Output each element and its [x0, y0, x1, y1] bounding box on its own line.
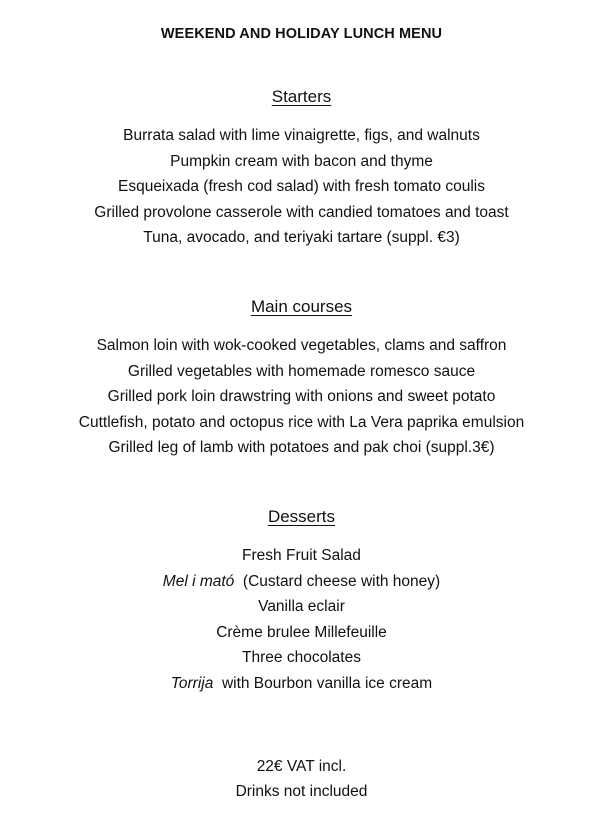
dessert-italic-name: Mel i mató: [162, 572, 235, 590]
dessert-item: [0, 645, 603, 671]
desserts-heading: Desserts: [267, 507, 336, 526]
drinks-note: Drinks not included: [235, 783, 368, 800]
main-course-item: Grilled pork loin drawstring with onions and sweet potato: [107, 388, 496, 406]
main-courses-list: [0, 333, 603, 461]
dessert-item: [0, 569, 603, 595]
main-course-item: Cuttlefish, potato and octopus rice with La Vera paprika emulsion: [78, 413, 525, 431]
dessert-text: Three chocolates: [242, 649, 361, 667]
starters-list: [0, 123, 603, 251]
dessert-italic-name: Torrija: [170, 674, 214, 692]
dessert-text: with Bourbon vanilla ice cream: [213, 674, 433, 692]
menu-title: WEEKEND AND HOLIDAY LUNCH MENU: [160, 26, 443, 42]
main-courses-heading: Main courses: [250, 297, 353, 316]
dessert-item: [0, 620, 603, 646]
starters-heading: Starters: [271, 87, 332, 106]
dessert-item: [0, 543, 603, 569]
starter-item: Grilled provolone casserole with candied tomatoes and toast: [94, 203, 509, 221]
main-course-item: Salmon loin with wok-cooked vegetables, clams and saffron: [96, 337, 507, 354]
price-note: 22€ VAT incl.: [256, 758, 347, 775]
dessert-text: Crème brulee Millefeuille: [216, 623, 387, 641]
main-course-item: Grilled leg of lamb with potatoes and pak choi (suppl.3€): [108, 439, 495, 457]
dessert-item: [0, 594, 603, 620]
starter-item: Esqueixada (fresh cod salad) with fresh tomato coulis: [117, 178, 485, 196]
dessert-text: Fresh Fruit Salad: [242, 547, 361, 564]
desserts-section: [0, 505, 603, 697]
dessert-text: Vanilla eclair: [258, 598, 345, 616]
dessert-text: (Custard cheese with honey): [234, 572, 441, 590]
starter-item: Pumpkin cream with bacon and thyme: [170, 152, 433, 170]
main-courses-section: [0, 295, 603, 461]
dessert-item: [0, 671, 603, 697]
menu-footer: [0, 754, 603, 804]
main-course-item: Grilled vegetables with homemade romesco sauce: [127, 362, 476, 380]
starters-section: [0, 85, 603, 251]
starter-item: Tuna, avocado, and teriyaki tartare (suppl. €3): [143, 229, 460, 247]
desserts-list: [0, 543, 603, 697]
starter-item: Burrata salad with lime vinaigrette, figs, and walnuts: [123, 127, 480, 144]
